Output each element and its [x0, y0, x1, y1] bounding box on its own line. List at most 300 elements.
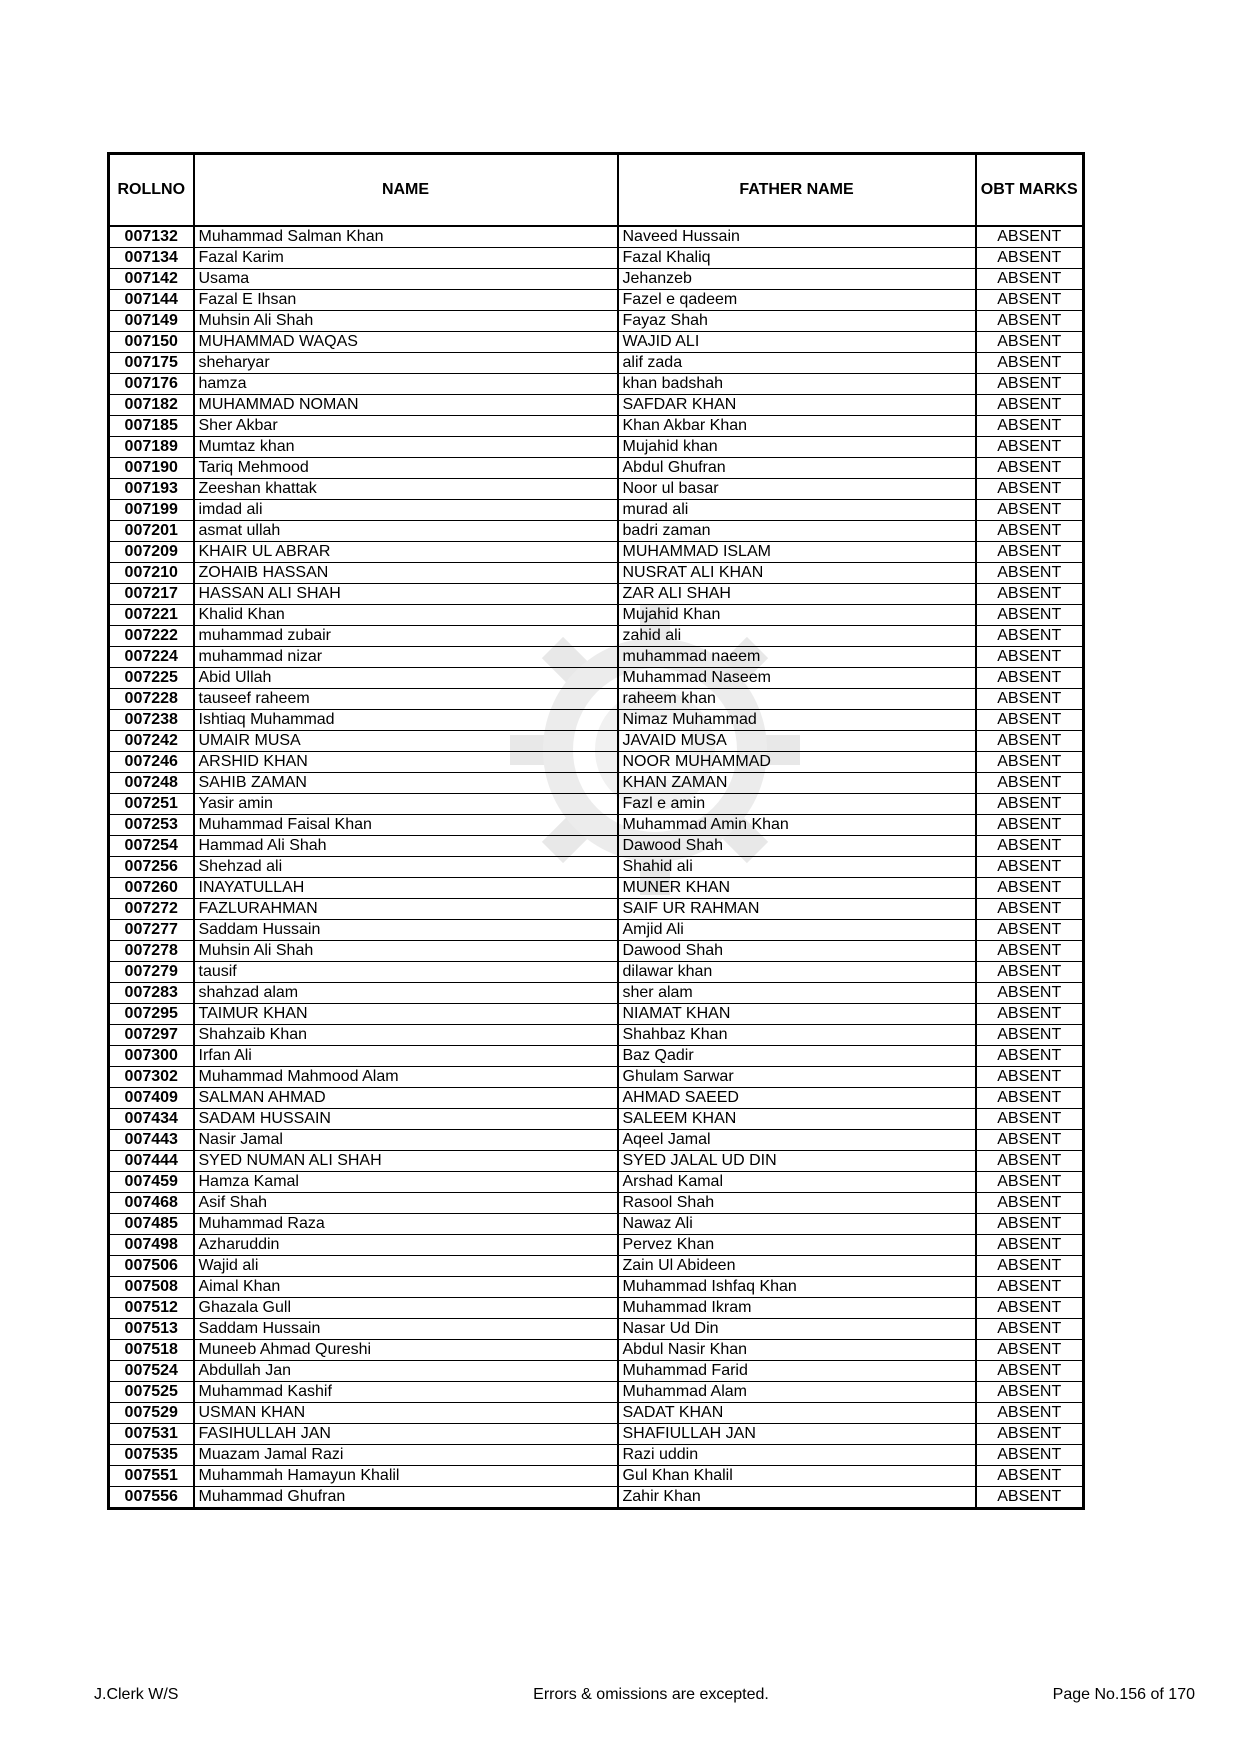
marks-cell: ABSENT: [976, 1319, 1084, 1340]
roll-number-cell: 007434: [109, 1109, 194, 1130]
father-name-cell: SHAFIULLAH JAN: [618, 1424, 976, 1445]
father-name-cell: zahid ali: [618, 626, 976, 647]
student-name-cell: Shehzad ali: [194, 857, 618, 878]
roll-number-cell: 007201: [109, 521, 194, 542]
footer-disclaimer: Errors & omissions are excepted.: [533, 1686, 769, 1703]
marks-cell: ABSENT: [976, 479, 1084, 500]
marks-cell: ABSENT: [976, 878, 1084, 899]
father-name-cell: Zain Ul Abideen: [618, 1256, 976, 1277]
student-name-cell: Aimal Khan: [194, 1277, 618, 1298]
roll-number-cell: 007260: [109, 878, 194, 899]
marks-cell: ABSENT: [976, 1382, 1084, 1403]
results-table: [107, 152, 1085, 1510]
table-row: [109, 458, 1084, 479]
marks-cell: ABSENT: [976, 1025, 1084, 1046]
student-name-cell: Azharuddin: [194, 1235, 618, 1256]
roll-number-cell: 007248: [109, 773, 194, 794]
father-name-cell: dilawar khan: [618, 962, 976, 983]
marks-cell: ABSENT: [976, 773, 1084, 794]
roll-number-cell: 007238: [109, 710, 194, 731]
father-name-cell: murad ali: [618, 500, 976, 521]
table-row: [109, 563, 1084, 584]
roll-number-cell: 007193: [109, 479, 194, 500]
table-row: [109, 689, 1084, 710]
marks-cell: ABSENT: [976, 1256, 1084, 1277]
table-row: [109, 1151, 1084, 1172]
table-row: [109, 773, 1084, 794]
student-name-cell: Yasir amin: [194, 794, 618, 815]
father-name-cell: Pervez Khan: [618, 1235, 976, 1256]
student-name-cell: Muhammad Ghufran: [194, 1487, 618, 1509]
student-name-cell: Mumtaz khan: [194, 437, 618, 458]
father-name-cell: SALEEM KHAN: [618, 1109, 976, 1130]
marks-cell: ABSENT: [976, 1487, 1084, 1509]
marks-cell: ABSENT: [976, 1277, 1084, 1298]
student-name-cell: MUHAMMAD NOMAN: [194, 395, 618, 416]
marks-cell: ABSENT: [976, 1340, 1084, 1361]
father-name-cell: Baz Qadir: [618, 1046, 976, 1067]
table-row: [109, 1130, 1084, 1151]
student-name-cell: Shahzaib Khan: [194, 1025, 618, 1046]
father-name-cell: Fayaz Shah: [618, 311, 976, 332]
roll-number-cell: 007256: [109, 857, 194, 878]
father-name-cell: Zahir Khan: [618, 1487, 976, 1509]
roll-number-cell: 007508: [109, 1277, 194, 1298]
roll-number-cell: 007444: [109, 1151, 194, 1172]
marks-cell: ABSENT: [976, 1109, 1084, 1130]
col-header-obt-marks: OBT MARKS: [976, 154, 1084, 227]
marks-cell: ABSENT: [976, 962, 1084, 983]
roll-number-cell: 007443: [109, 1130, 194, 1151]
table-row: [109, 395, 1084, 416]
marks-cell: ABSENT: [976, 437, 1084, 458]
father-name-cell: Rasool Shah: [618, 1193, 976, 1214]
roll-number-cell: 007251: [109, 794, 194, 815]
table-row: [109, 500, 1084, 521]
marks-cell: ABSENT: [976, 458, 1084, 479]
father-name-cell: Nimaz Muhammad: [618, 710, 976, 731]
student-name-cell: SADAM HUSSAIN: [194, 1109, 618, 1130]
col-header-rollno: ROLLNO: [109, 154, 194, 227]
student-name-cell: Saddam Hussain: [194, 920, 618, 941]
table-row: [109, 605, 1084, 626]
student-name-cell: TAIMUR KHAN: [194, 1004, 618, 1025]
marks-cell: ABSENT: [976, 1046, 1084, 1067]
roll-number-cell: 007525: [109, 1382, 194, 1403]
table-row: [109, 962, 1084, 983]
roll-number-cell: 007224: [109, 647, 194, 668]
roll-number-cell: 007295: [109, 1004, 194, 1025]
father-name-cell: KHAN ZAMAN: [618, 773, 976, 794]
marks-cell: ABSENT: [976, 1298, 1084, 1319]
father-name-cell: Ghulam Sarwar: [618, 1067, 976, 1088]
marks-cell: ABSENT: [976, 899, 1084, 920]
father-name-cell: Dawood Shah: [618, 836, 976, 857]
father-name-cell: alif zada: [618, 353, 976, 374]
student-name-cell: Fazal E Ihsan: [194, 290, 618, 311]
table-row: [109, 710, 1084, 731]
student-name-cell: Muazam Jamal Razi: [194, 1445, 618, 1466]
father-name-cell: muhammad naeem: [618, 647, 976, 668]
father-name-cell: SADAT KHAN: [618, 1403, 976, 1424]
roll-number-cell: 007175: [109, 353, 194, 374]
father-name-cell: AHMAD SAEED: [618, 1088, 976, 1109]
marks-cell: ABSENT: [976, 1235, 1084, 1256]
roll-number-cell: 007228: [109, 689, 194, 710]
marks-cell: ABSENT: [976, 311, 1084, 332]
roll-number-cell: 007278: [109, 941, 194, 962]
student-name-cell: muhammad zubair: [194, 626, 618, 647]
student-name-cell: Muhammad Salman Khan: [194, 226, 618, 248]
roll-number-cell: 007272: [109, 899, 194, 920]
marks-cell: ABSENT: [976, 836, 1084, 857]
footer-page-number: Page No.156 of 170: [1052, 1686, 1195, 1703]
table-row: [109, 647, 1084, 668]
marks-cell: ABSENT: [976, 1151, 1084, 1172]
father-name-cell: Fazel e qadeem: [618, 290, 976, 311]
father-name-cell: Jehanzeb: [618, 269, 976, 290]
student-name-cell: SALMAN AHMAD: [194, 1088, 618, 1109]
table-row: [109, 1487, 1084, 1509]
student-name-cell: FASIHULLAH JAN: [194, 1424, 618, 1445]
table-row: [109, 1277, 1084, 1298]
student-name-cell: ARSHID KHAN: [194, 752, 618, 773]
father-name-cell: Naveed Hussain: [618, 226, 976, 248]
table-row: [109, 479, 1084, 500]
roll-number-cell: 007513: [109, 1319, 194, 1340]
marks-cell: ABSENT: [976, 395, 1084, 416]
roll-number-cell: 007459: [109, 1172, 194, 1193]
father-name-cell: MUNER KHAN: [618, 878, 976, 899]
father-name-cell: badri zaman: [618, 521, 976, 542]
father-name-cell: ZAR ALI SHAH: [618, 584, 976, 605]
marks-cell: ABSENT: [976, 1130, 1084, 1151]
student-name-cell: Muhammad Faisal Khan: [194, 815, 618, 836]
marks-cell: ABSENT: [976, 584, 1084, 605]
student-name-cell: Muhammad Kashif: [194, 1382, 618, 1403]
student-name-cell: USMAN KHAN: [194, 1403, 618, 1424]
marks-cell: ABSENT: [976, 626, 1084, 647]
student-name-cell: Usama: [194, 269, 618, 290]
student-name-cell: FAZLURAHMAN: [194, 899, 618, 920]
marks-cell: ABSENT: [976, 1193, 1084, 1214]
roll-number-cell: 007277: [109, 920, 194, 941]
father-name-cell: Arshad Kamal: [618, 1172, 976, 1193]
marks-cell: ABSENT: [976, 731, 1084, 752]
roll-number-cell: 007518: [109, 1340, 194, 1361]
table-row: [109, 815, 1084, 836]
student-name-cell: SAHIB ZAMAN: [194, 773, 618, 794]
father-name-cell: Fazal Khaliq: [618, 248, 976, 269]
roll-number-cell: 007150: [109, 332, 194, 353]
student-name-cell: HASSAN ALI SHAH: [194, 584, 618, 605]
table-row: [109, 836, 1084, 857]
student-name-cell: Muhammad Raza: [194, 1214, 618, 1235]
marks-cell: ABSENT: [976, 1088, 1084, 1109]
table-row: [109, 1403, 1084, 1424]
table-row: [109, 857, 1084, 878]
marks-cell: ABSENT: [976, 1172, 1084, 1193]
marks-cell: ABSENT: [976, 1004, 1084, 1025]
father-name-cell: Muhammad Naseem: [618, 668, 976, 689]
father-name-cell: SAIF UR RAHMAN: [618, 899, 976, 920]
table-row: [109, 1466, 1084, 1487]
roll-number-cell: 007506: [109, 1256, 194, 1277]
father-name-cell: NIAMAT KHAN: [618, 1004, 976, 1025]
roll-number-cell: 007134: [109, 248, 194, 269]
roll-number-cell: 007524: [109, 1361, 194, 1382]
roll-number-cell: 007498: [109, 1235, 194, 1256]
table-row: [109, 941, 1084, 962]
marks-cell: ABSENT: [976, 689, 1084, 710]
father-name-cell: NUSRAT ALI KHAN: [618, 563, 976, 584]
table-row: [109, 1004, 1084, 1025]
table-row: [109, 1361, 1084, 1382]
table-row: [109, 983, 1084, 1004]
roll-number-cell: 007222: [109, 626, 194, 647]
student-name-cell: Khalid Khan: [194, 605, 618, 626]
marks-cell: ABSENT: [976, 710, 1084, 731]
student-name-cell: Fazal Karim: [194, 248, 618, 269]
roll-number-cell: 007242: [109, 731, 194, 752]
marks-cell: ABSENT: [976, 1067, 1084, 1088]
marks-cell: ABSENT: [976, 542, 1084, 563]
col-header-father-name: FATHER NAME: [618, 154, 976, 227]
table-row: [109, 353, 1084, 374]
table-row: [109, 1109, 1084, 1130]
roll-number-cell: 007531: [109, 1424, 194, 1445]
roll-number-cell: 007279: [109, 962, 194, 983]
student-name-cell: Tariq Mehmood: [194, 458, 618, 479]
marks-cell: ABSENT: [976, 353, 1084, 374]
roll-number-cell: 007185: [109, 416, 194, 437]
table-row: [109, 752, 1084, 773]
marks-cell: ABSENT: [976, 668, 1084, 689]
father-name-cell: Muhammad Ikram: [618, 1298, 976, 1319]
father-name-cell: NOOR MUHAMMAD: [618, 752, 976, 773]
father-name-cell: Amjid Ali: [618, 920, 976, 941]
table-row: [109, 1340, 1084, 1361]
roll-number-cell: 007254: [109, 836, 194, 857]
student-name-cell: Saddam Hussain: [194, 1319, 618, 1340]
table-row: [109, 269, 1084, 290]
student-name-cell: Hamza Kamal: [194, 1172, 618, 1193]
roll-number-cell: 007300: [109, 1046, 194, 1067]
father-name-cell: Fazl e amin: [618, 794, 976, 815]
table-row: [109, 1382, 1084, 1403]
roll-number-cell: 007199: [109, 500, 194, 521]
marks-cell: ABSENT: [976, 1214, 1084, 1235]
student-name-cell: Hammad Ali Shah: [194, 836, 618, 857]
father-name-cell: Muhammad Ishfaq Khan: [618, 1277, 976, 1298]
table-row: [109, 542, 1084, 563]
roll-number-cell: 007217: [109, 584, 194, 605]
father-name-cell: Dawood Shah: [618, 941, 976, 962]
student-name-cell: sheharyar: [194, 353, 618, 374]
student-name-cell: KHAIR UL ABRAR: [194, 542, 618, 563]
roll-number-cell: 007132: [109, 226, 194, 248]
table-row: [109, 668, 1084, 689]
table-row: [109, 794, 1084, 815]
roll-number-cell: 007144: [109, 290, 194, 311]
table-row: [109, 731, 1084, 752]
marks-cell: ABSENT: [976, 857, 1084, 878]
student-name-cell: Sher Akbar: [194, 416, 618, 437]
roll-number-cell: 007535: [109, 1445, 194, 1466]
student-name-cell: INAYATULLAH: [194, 878, 618, 899]
table-row: [109, 416, 1084, 437]
roll-number-cell: 007142: [109, 269, 194, 290]
father-name-cell: Nawaz Ali: [618, 1214, 976, 1235]
roll-number-cell: 007221: [109, 605, 194, 626]
marks-cell: ABSENT: [976, 248, 1084, 269]
roll-number-cell: 007512: [109, 1298, 194, 1319]
student-name-cell: Irfan Ali: [194, 1046, 618, 1067]
marks-cell: ABSENT: [976, 752, 1084, 773]
roll-number-cell: 007302: [109, 1067, 194, 1088]
table-row: [109, 332, 1084, 353]
father-name-cell: Shahbaz Khan: [618, 1025, 976, 1046]
table-row: [109, 248, 1084, 269]
table-header-row: [109, 154, 1084, 227]
marks-cell: ABSENT: [976, 416, 1084, 437]
father-name-cell: khan badshah: [618, 374, 976, 395]
father-name-cell: Abdul Ghufran: [618, 458, 976, 479]
table-row: [109, 311, 1084, 332]
student-name-cell: Zeeshan khattak: [194, 479, 618, 500]
marks-cell: ABSENT: [976, 500, 1084, 521]
roll-number-cell: 007551: [109, 1466, 194, 1487]
father-name-cell: Muhammad Farid: [618, 1361, 976, 1382]
table-row: [109, 521, 1084, 542]
marks-cell: ABSENT: [976, 1403, 1084, 1424]
roll-number-cell: 007409: [109, 1088, 194, 1109]
roll-number-cell: 007246: [109, 752, 194, 773]
table-row: [109, 1235, 1084, 1256]
roll-number-cell: 007297: [109, 1025, 194, 1046]
marks-cell: ABSENT: [976, 374, 1084, 395]
father-name-cell: Mujahid khan: [618, 437, 976, 458]
roll-number-cell: 007149: [109, 311, 194, 332]
table-row: [109, 878, 1084, 899]
marks-cell: ABSENT: [976, 226, 1084, 248]
father-name-cell: JAVAID MUSA: [618, 731, 976, 752]
roll-number-cell: 007283: [109, 983, 194, 1004]
student-name-cell: Ishtiaq Muhammad: [194, 710, 618, 731]
marks-cell: ABSENT: [976, 647, 1084, 668]
marks-cell: ABSENT: [976, 1361, 1084, 1382]
table-row: [109, 1046, 1084, 1067]
roll-number-cell: 007209: [109, 542, 194, 563]
student-name-cell: MUHAMMAD WAQAS: [194, 332, 618, 353]
roll-number-cell: 007190: [109, 458, 194, 479]
marks-cell: ABSENT: [976, 290, 1084, 311]
father-name-cell: Mujahid Khan: [618, 605, 976, 626]
table-row: [109, 1025, 1084, 1046]
father-name-cell: MUHAMMAD ISLAM: [618, 542, 976, 563]
father-name-cell: raheem khan: [618, 689, 976, 710]
footer-clerk: J.Clerk W/S: [94, 1686, 179, 1703]
student-name-cell: Muneeb Ahmad Qureshi: [194, 1340, 618, 1361]
marks-cell: ABSENT: [976, 563, 1084, 584]
table-row: [109, 899, 1084, 920]
father-name-cell: Gul Khan Khalil: [618, 1466, 976, 1487]
marks-cell: ABSENT: [976, 1445, 1084, 1466]
marks-cell: ABSENT: [976, 983, 1084, 1004]
marks-cell: ABSENT: [976, 1466, 1084, 1487]
table-row: [109, 584, 1084, 605]
father-name-cell: Abdul Nasir Khan: [618, 1340, 976, 1361]
table-row: [109, 226, 1084, 248]
roll-number-cell: 007176: [109, 374, 194, 395]
marks-cell: ABSENT: [976, 269, 1084, 290]
table-row: [109, 1445, 1084, 1466]
student-name-cell: SYED NUMAN ALI SHAH: [194, 1151, 618, 1172]
table-row: [109, 1088, 1084, 1109]
table-row: [109, 1172, 1084, 1193]
roll-number-cell: 007225: [109, 668, 194, 689]
father-name-cell: sher alam: [618, 983, 976, 1004]
table-row: [109, 626, 1084, 647]
student-name-cell: Abdullah Jan: [194, 1361, 618, 1382]
marks-cell: ABSENT: [976, 605, 1084, 626]
student-name-cell: Muhsin Ali Shah: [194, 311, 618, 332]
roll-number-cell: 007529: [109, 1403, 194, 1424]
student-name-cell: imdad ali: [194, 500, 618, 521]
student-name-cell: Nasir Jamal: [194, 1130, 618, 1151]
student-name-cell: tausif: [194, 962, 618, 983]
father-name-cell: WAJID ALI: [618, 332, 976, 353]
roll-number-cell: 007253: [109, 815, 194, 836]
marks-cell: ABSENT: [976, 521, 1084, 542]
roll-number-cell: 007189: [109, 437, 194, 458]
table-row: [109, 1193, 1084, 1214]
student-name-cell: Muhammad Mahmood Alam: [194, 1067, 618, 1088]
father-name-cell: Aqeel Jamal: [618, 1130, 976, 1151]
student-name-cell: Abid Ullah: [194, 668, 618, 689]
student-name-cell: Ghazala Gull: [194, 1298, 618, 1319]
marks-cell: ABSENT: [976, 332, 1084, 353]
father-name-cell: Razi uddin: [618, 1445, 976, 1466]
table-row: [109, 920, 1084, 941]
table-row: [109, 1319, 1084, 1340]
father-name-cell: Nasar Ud Din: [618, 1319, 976, 1340]
roll-number-cell: 007210: [109, 563, 194, 584]
col-header-name: NAME: [194, 154, 618, 227]
table-row: [109, 1298, 1084, 1319]
table-row: [109, 1214, 1084, 1235]
student-name-cell: muhammad nizar: [194, 647, 618, 668]
father-name-cell: Shahid ali: [618, 857, 976, 878]
roll-number-cell: 007182: [109, 395, 194, 416]
marks-cell: ABSENT: [976, 1424, 1084, 1445]
table-row: [109, 1067, 1084, 1088]
student-name-cell: Muhsin Ali Shah: [194, 941, 618, 962]
student-name-cell: hamza: [194, 374, 618, 395]
roll-number-cell: 007468: [109, 1193, 194, 1214]
marks-cell: ABSENT: [976, 941, 1084, 962]
student-name-cell: tauseef raheem: [194, 689, 618, 710]
table-row: [109, 290, 1084, 311]
father-name-cell: SAFDAR KHAN: [618, 395, 976, 416]
roll-number-cell: 007485: [109, 1214, 194, 1235]
student-name-cell: shahzad alam: [194, 983, 618, 1004]
marks-cell: ABSENT: [976, 920, 1084, 941]
father-name-cell: Muhammad Amin Khan: [618, 815, 976, 836]
roll-number-cell: 007556: [109, 1487, 194, 1509]
marks-cell: ABSENT: [976, 794, 1084, 815]
student-name-cell: ZOHAIB HASSAN: [194, 563, 618, 584]
